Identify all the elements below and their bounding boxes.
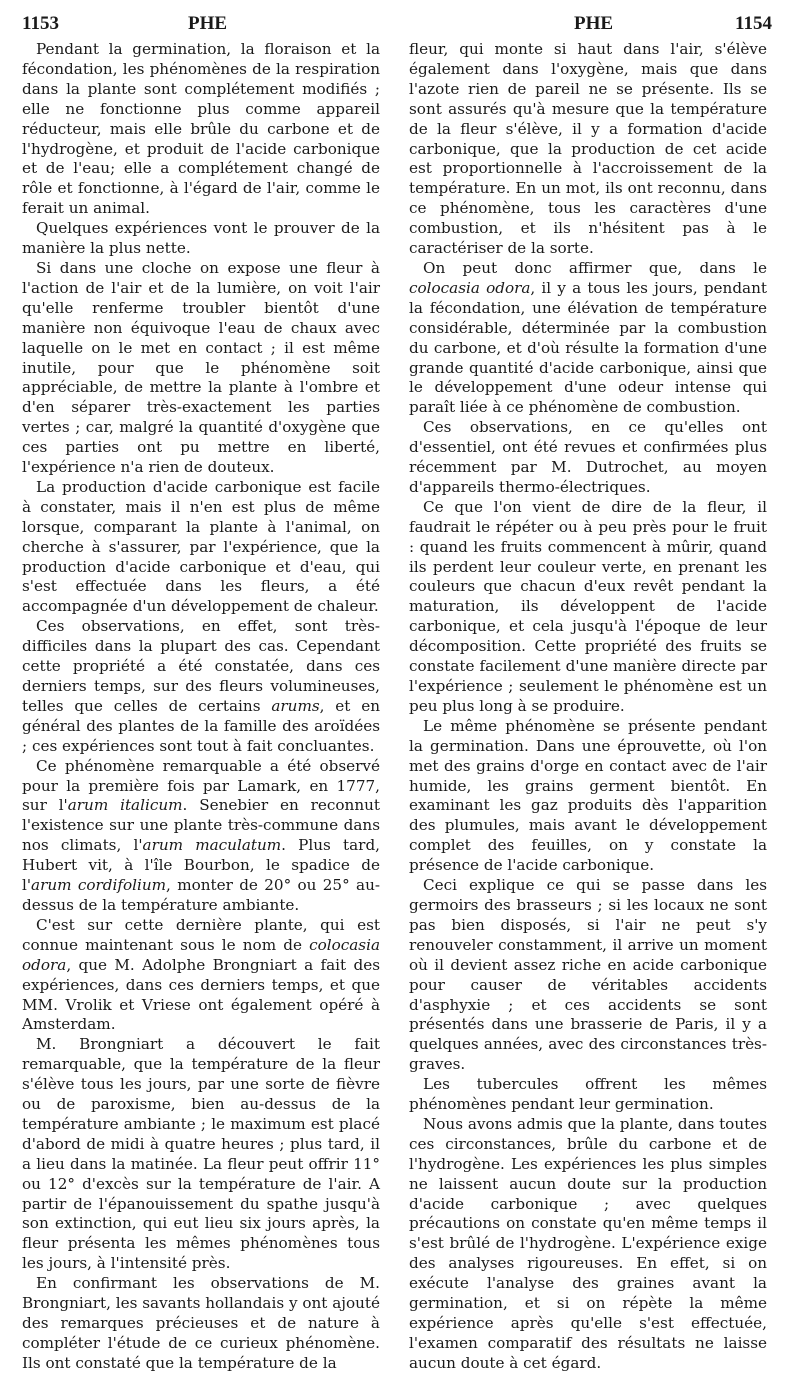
right-page-number: 1154 <box>735 13 772 34</box>
paragraph: La production d'acide carbonique est facile à constater, mais il n'en est plus de même lorsque, comparant la plante à l'animal, on cherche à s'assurer, par l'expérience, que la production d'acide carbonique et d'eau, qui s'est effectuée dans les fleurs, a été accompagnée d'un développement de chaleur. <box>22 477 380 616</box>
right-running-head: PHE <box>574 13 614 34</box>
paragraph: C'est sur cette dernière plante, qui est connue maintenant sous le nom de colocasia odora, que M. Adolphe Brongniart a fait des expériences, dans ces derniers temps, et que MM. Vrolik et Vriese ont également opéré à Amsterdam. <box>22 915 380 1034</box>
paragraph: Ceci explique ce qui se passe dans les germoirs des brasseurs ; si les locaux ne sont pas bien disposés, si l'air ne peut s'y renouveler constamment, il arrive un moment où il devient assez riche en acide carbonique pour causer de véritables accidents d'asphyxie ; et ces accidents se sont présentés dans une brasserie de Paris, il y a quelques années, avec des circonstances très-graves. <box>409 876 767 1074</box>
paragraph: Ces observations, en effet, sont très-difficiles dans la plupart des cas. Cependant cette propriété a été constatée, dans ces derniers temps, sur des fleurs volumineuses, telles que celles de certains arums, et en général des plantes de la famille des aroïdées ; ces expériences sont tout à fait concluantes. <box>22 617 381 755</box>
paragraph: M. Brongniart a découvert le fait remarquable, que la température de la fleur s'élève tous les jours, par une sorte de fièvre ou de paroxisme, bien au-dessus de la température ambiante ; le maximum est placé d'abord de midi à quatre heures ; plus tard, il a lieu dans la matinée. La fleur peut offrir 11° ou 12° d'excès sur la température de l'air. A partir de l'épanouissement du spathe jusqu'à son extinction, qui eut lieu six jours après, la fleur présenta les mêmes phénomènes tous les jours, à l'intensité près. <box>22 1035 380 1273</box>
paragraph: En confirmant les observations de M. Brongniart, les savants hollandais y ont ajouté des remarques précieuses et de nature à compléter l'étude de ce curieux phénomène. Ils ont constaté que la température de la <box>22 1274 381 1372</box>
paragraph: On peut donc affirmer que, dans le colocasia odora, il y a tous les jours, pendant la fécondation, une élévation de température considérable, déterminée par la combustion du carbone, et d'où résulte la formation d'une grande quantité d'acide carbonique, ainsi que le développement d'une odeur intense qui paraît liée à ce phénomène de combustion. <box>409 258 767 417</box>
paragraph: Les tubercules offrent les mêmes phénomènes pendant leur germination. <box>409 1075 767 1114</box>
paragraph: Quelques expériences vont le prouver de la manière la plus nette. <box>22 219 380 258</box>
left-page-number: 1153 <box>22 13 59 34</box>
paragraph: Ces observations, en ce qu'elles ont d'essentiel, ont été revues et confirmées plus récemment par M. Dutrochet, au moyen d'appareils thermo-électriques. <box>409 418 767 496</box>
paragraph: Ce phénomène remarquable a été observé pour la première fois par Lamark, en 1777, sur l'arum italicum. Senebier en reconnut l'existence sur une plante très-commune dans nos climats, l'arum maculatum. Plus tard, Hubert vit, à l'île Bourbon, le spadice de l'arum cordifolium, monter de 20° ou 25° au-dessus de la température ambiante. <box>22 756 381 914</box>
paragraph: Ce que l'on vient de dire de la fleur, il faudrait le répéter ou à peu près pour le fruit : quand les fruits commencent à mûrir, quand ils perdent leur couleur verte, en prenant les couleurs que chacun d'eux revêt pendant la maturation, ils développent de l'acide carbonique, et cela jusqu'à l'époque de leur décomposition. Cette propriété des fruits se constate facilement d'une manière directe par l'expérience ; seulement le phénomène est un peu plus long à se produire. <box>409 497 767 715</box>
paragraph: Nous avons admis que la plante, dans toutes ces circonstances, brûle du carbone et de l'hydrogène. Les expériences les plus simples ne laissent aucun doute sur la production d'acide carbonique ; avec quelques précautions on constate qu'en même temps il s'est brûlé de l'hydrogène. L'expérience exige des analyses rigoureuses. En effet, si on exécute l'analyse des graines avant la germination, et si on répète la même expérience après qu'elle s'est effectuée, l'examen comparatif des résultats ne laisse aucun doute à cet égard. <box>409 1114 767 1372</box>
paragraph: Pendant la germination, la floraison et la fécondation, les phénomènes de la respiration dans la plante sont complétement modifiés ; elle ne fonctionne plus comme appareil réducteur, mais elle brûle du carbone et de l'hydrogène, et produit de l'acide carbonique et de l'eau; elle a complétement changé de rôle et fonctionne, à l'égard de l'air, comme le ferait un animal. <box>22 40 380 218</box>
page-header <box>0 0 800 34</box>
paragraph: Si dans une cloche on expose une fleur à l'action de l'air et de la lumière, on voit l'air qu'elle renferme troubler bientôt d'une manière non équivoque l'eau de chaux avec laquelle on le met en contact ; il est même inutile, pour que le phénomène soit appréciable, de mettre la plante à l'ombre et d'en séparer très-exactement les parties vertes ; car, malgré la quantité d'oxygène que ces parties ont pu mettre en liberté, l'expérience n'a rien de douteux. <box>22 258 380 477</box>
paragraph-continued: fleur, qui monte si haut dans l'air, s'élève également dans l'oxygène, mais que dans l'azote rien de pareil ne se présente. Ils se sont assurés qu'à mesure que la température de la fleur s'élève, il y a formation d'acide carbonique, que la production de cet acide est proportionnelle à l'accroissement de la température. En un mot, ils ont reconnu, dans ce phénomène, tous les caractères d'une combustion, et ils n'hésitent pas à le caractériser de la sorte. <box>409 40 767 258</box>
right-column <box>409 40 767 1374</box>
left-column <box>22 40 380 1374</box>
left-running-head: PHE <box>188 13 228 34</box>
paragraph: Le même phénomène se présente pendant la germination. Dans une éprouvette, où l'on met des grains d'orge en contact avec de l'air humide, les grains germent bientôt. En examinant les gaz produits dès l'apparition des plumules, mais avant le développement complet des feuilles, on y constate la présence de l'acide carbonique. <box>409 716 767 875</box>
